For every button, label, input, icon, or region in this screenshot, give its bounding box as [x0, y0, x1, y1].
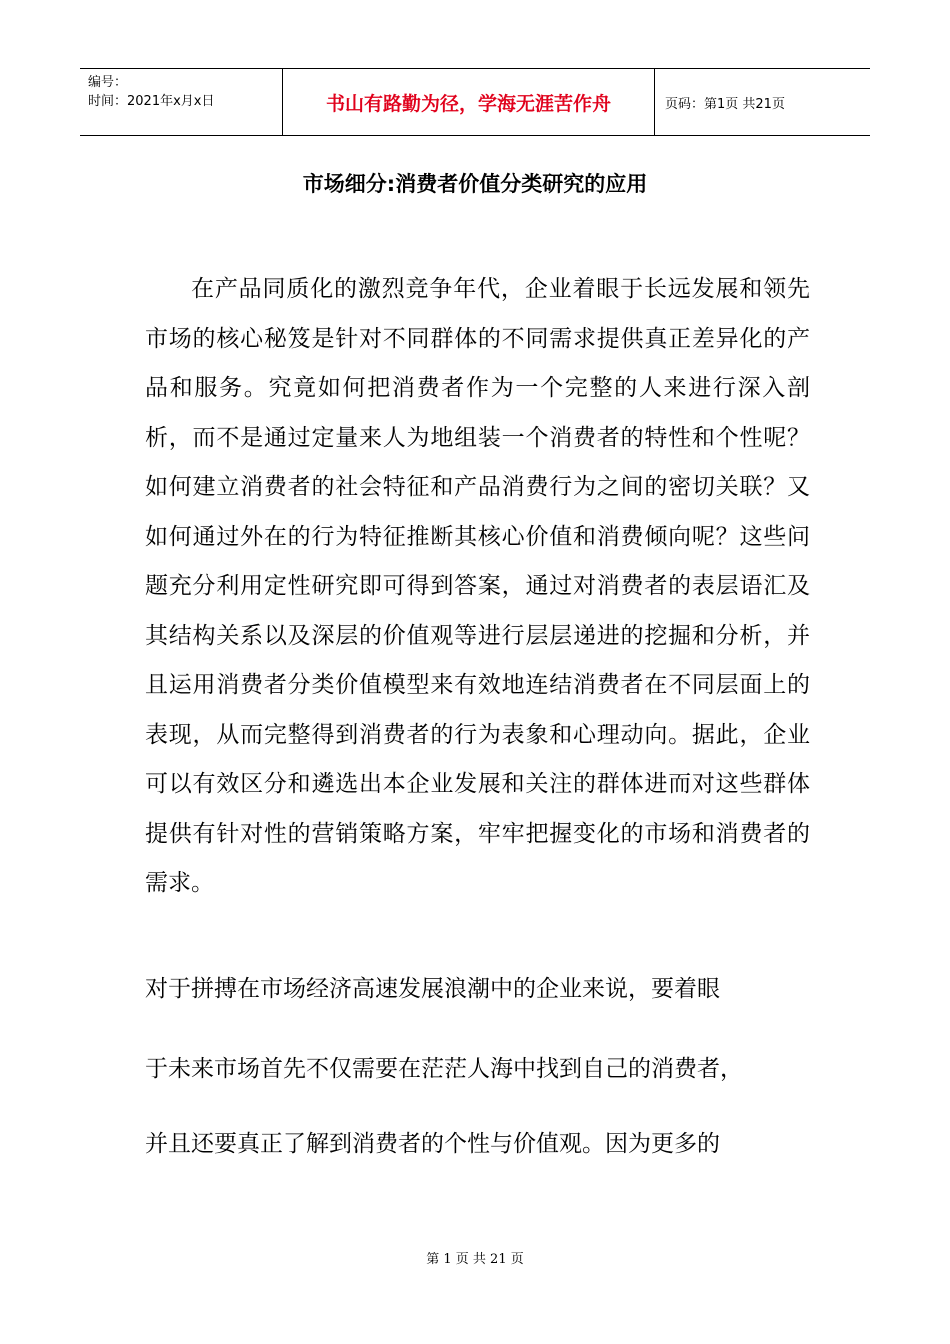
body-line: 对于拼搏在市场经济高速发展浪潮中的企业来说，要着眼 [145, 976, 720, 1002]
number-label: 编号： [88, 75, 128, 90]
page-footer: 第 1 页 共 21 页 [426, 1252, 524, 1267]
header-meta [80, 69, 282, 135]
body-line: 并且还要真正了解到消费者的个性与价值观。因为更多的 [145, 1131, 720, 1157]
time-label: 时间：2021年x月x日 [88, 94, 215, 109]
body-line: 于未来市场首先不仅需要在茫茫人海中找到自己的消费者， [145, 1056, 743, 1082]
page-header [80, 68, 870, 136]
header-motto: 书山有路勤为径，学海无涯苦作舟 [282, 69, 655, 135]
header-page-info: 页码：第1页 共21页 [665, 96, 785, 112]
document-title: 市场细分:消费者价值分类研究的应用 [302, 172, 648, 196]
body-paragraph: 在产品同质化的激烈竞争年代，企业着眼于长远发展和领先市场的核心秘笈是针对不同群体的不同需求提供真正差异化的产品和服务。究竟如何把消费者作为一个完整的人来进行深入剖析，而不是通过定量来人为地组装一个消费者的特性和个性呢？如何建立消费者的社会特征和产品消费行为之间的密切关联？又如何通过外在的行为特征推断其核心价值和消费倾向呢？这些问题充分利用定性研究即可得到答案，通过对消费者的表层语汇及其结构关系以及深层的价值观等进行层层递进的挖掘和分析，并且运用消费者分类价值模型来有效地连结消费者在不同层面上的表现，从而完整得到消费者的行为表象和心理动向。据此，企业可以有效区分和遴选出本企业发展和关注的群体进而对这些群体提供有针对性的营销策略方案，牢牢把握变化的市场和消费者的需求。 [145, 276, 810, 896]
